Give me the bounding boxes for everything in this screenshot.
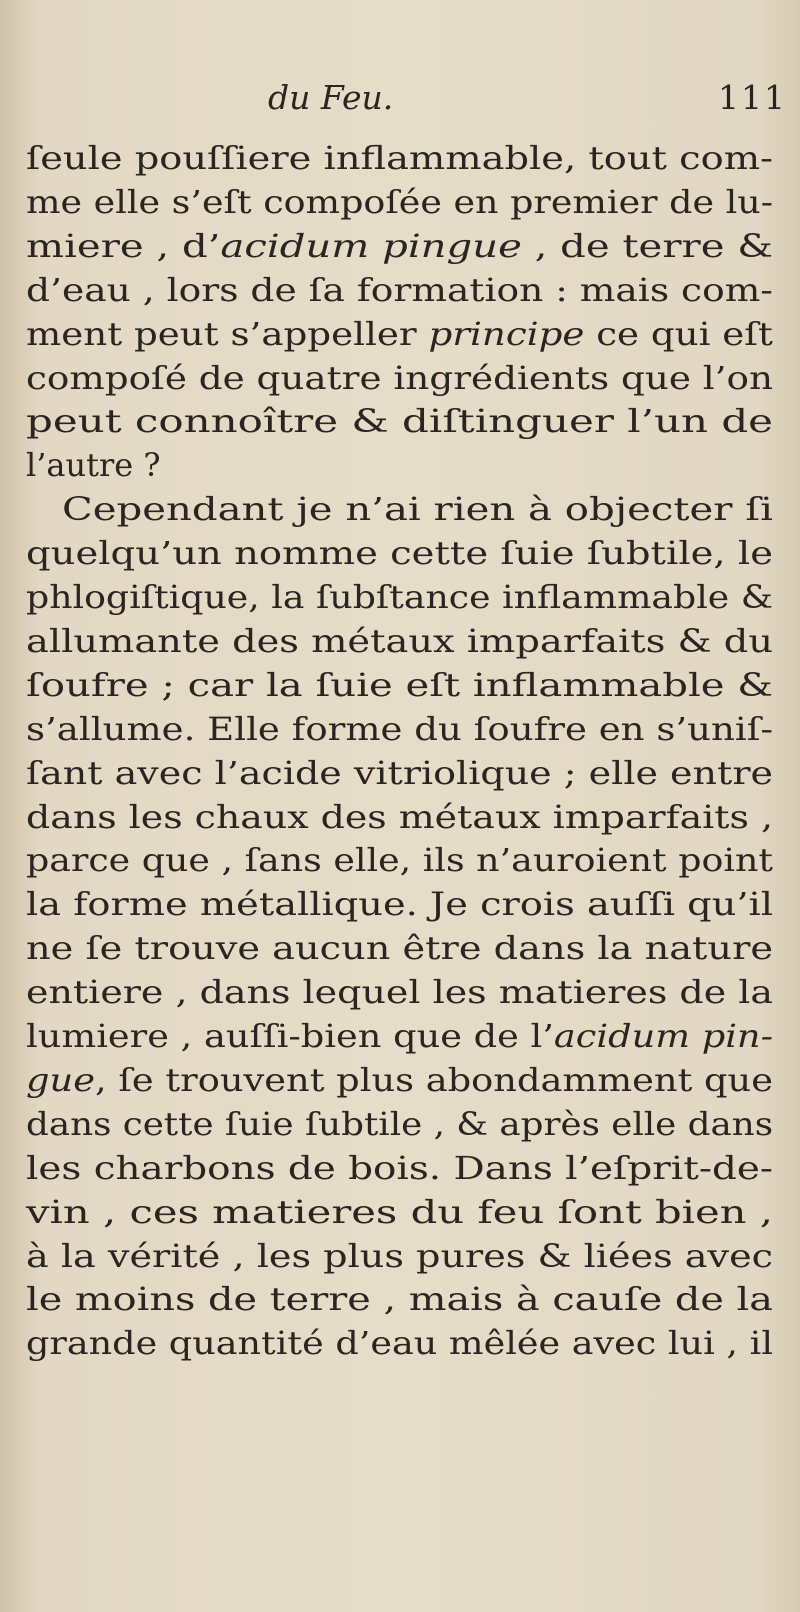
text-line-svg <box>0 750 800 795</box>
text-line-svg <box>0 837 800 882</box>
text-line <box>0 574 800 619</box>
text-segment: entiere , dans lequel les matieres de la <box>26 973 773 1012</box>
text-line-content <box>26 666 773 704</box>
text-line <box>0 486 800 531</box>
text-segment: d’eau , lors de ſa formation : mais com- <box>26 270 773 309</box>
text-line-svg <box>0 530 800 575</box>
text-line <box>0 750 800 795</box>
text-line <box>0 530 800 575</box>
text-line <box>0 1013 800 1058</box>
text-line-svg <box>0 1233 800 1278</box>
text-segment: ne ſe trouve aucun être dans la nature <box>26 929 773 968</box>
text-segment: lumiere , auſſi-bien que de l’ <box>26 1017 487 1055</box>
text-segment: me elle s’eſt compoſée en premier de lu- <box>26 182 773 221</box>
page-number: 111 <box>718 78 787 117</box>
text-segment: ment peut s’appeller <box>26 314 373 353</box>
text-line-content <box>26 271 773 309</box>
text-line-svg <box>0 355 800 400</box>
text-segment: compoſé de quatre ingrédients que l’on <box>26 358 773 397</box>
text-segment: quelqu’un nomme cette ſuie ſubtile, le <box>26 534 773 573</box>
text-line-svg <box>0 1276 800 1321</box>
text-line <box>0 1101 800 1146</box>
text-line-content <box>26 534 773 572</box>
text-line-svg <box>0 442 800 487</box>
text-line-svg <box>0 881 800 926</box>
text-line-content <box>26 1324 773 1362</box>
text-line-content <box>26 139 773 177</box>
text-line-svg <box>0 706 800 751</box>
text-segment: Cependant je n’ai rien à objecter ſi <box>62 490 773 529</box>
text-line <box>0 837 800 882</box>
text-line <box>0 267 800 312</box>
text-line <box>0 662 800 707</box>
text-line-content <box>26 227 773 265</box>
text-line-content <box>26 1237 773 1275</box>
text-segment: dans les chaux des métaux imparfaits , <box>26 797 773 836</box>
text-line <box>0 135 800 180</box>
text-line-svg <box>0 1320 800 1365</box>
text-line <box>0 1057 800 1102</box>
text-line <box>0 355 800 400</box>
text-line-svg <box>0 1013 800 1058</box>
text-line <box>0 1276 800 1321</box>
text-line-content <box>26 622 773 660</box>
text-segment: ſeule pouſſiere inflammable, tout com- <box>26 139 773 177</box>
text-line-content <box>26 578 773 616</box>
text-line-svg <box>0 1189 800 1234</box>
text-line-content <box>26 359 773 397</box>
text-segment: phlogiſtique, la ſubſtance inflammable & <box>26 578 773 616</box>
text-segment: , de terre & <box>521 226 722 265</box>
text-line-svg <box>0 1145 800 1190</box>
text-segment: le moins de terre , mais à cauſe de la <box>26 1280 773 1319</box>
text-line <box>0 794 800 839</box>
text-line <box>0 179 800 224</box>
text-segment: la forme métallique. Je crois auſſi qu’il <box>26 885 773 924</box>
text-line-content <box>26 710 773 748</box>
text-line-content <box>26 1017 773 1055</box>
text-line-content <box>26 183 773 221</box>
text-line <box>0 311 800 356</box>
text-line-svg <box>0 398 800 443</box>
text-line <box>0 1320 800 1365</box>
text-line-content <box>26 754 773 792</box>
text-line <box>0 398 800 443</box>
text-segment: , ſe trouvent plus abondamment que <box>94 1060 686 1099</box>
text-line-svg <box>0 311 800 356</box>
running-title: du Feu. <box>268 78 394 117</box>
text-line-svg <box>0 223 800 268</box>
text-line <box>0 223 800 268</box>
text-line <box>0 1145 800 1190</box>
text-line-content <box>26 402 773 440</box>
text-segment: allumante des métaux imparfaits & du <box>26 621 773 660</box>
text-line <box>0 881 800 926</box>
text-segment: s’allume. Elle forme du ſoufre en s’uniſ- <box>26 709 773 748</box>
text-segment: à la vérité , les plus pures & liées avec <box>26 1236 773 1275</box>
text-line <box>0 969 800 1014</box>
text-segment: grande quantité d’eau mêlée avec lui , il <box>26 1324 773 1363</box>
text-line-content <box>26 1149 773 1187</box>
text-line-svg <box>0 179 800 224</box>
text-segment: ſant avec l’acide vitriolique ; elle entre <box>26 753 773 792</box>
text-line <box>0 706 800 751</box>
italic-term: gue <box>26 1060 87 1099</box>
text-segment: peut connoître & diſtinguer l’un de <box>26 402 773 441</box>
text-line-content <box>62 490 773 528</box>
text-line-content <box>26 929 773 967</box>
text-line-svg <box>0 662 800 707</box>
text-line-svg <box>0 267 800 312</box>
text-line-svg <box>0 1101 800 1146</box>
text-line <box>0 442 800 487</box>
text-segment: miere , d’ <box>26 226 181 265</box>
text-line-content <box>26 841 773 879</box>
text-line-svg <box>0 618 800 663</box>
text-line-svg <box>0 794 800 839</box>
text-segment: les charbons de bois. Dans l’eſprit-de- <box>26 1148 773 1187</box>
italic-term: acidum pingue <box>220 226 461 265</box>
text-segment: l’autre ? <box>26 446 161 485</box>
text-line-content <box>26 1061 773 1099</box>
text-segment: vin , ces matieres du feu ſont bien , <box>24 1192 773 1231</box>
text-line-svg <box>0 486 800 531</box>
text-line-content <box>26 315 773 353</box>
text-segment: ce qui eſt <box>584 314 747 353</box>
text-segment: ſoufre ; car la ſuie eſt inflammable & <box>26 665 773 704</box>
text-line <box>0 1189 800 1234</box>
italic-term: principe <box>428 314 563 353</box>
text-line <box>0 618 800 663</box>
text-line-svg <box>0 925 800 970</box>
text-line-content <box>26 446 161 484</box>
text-line-content <box>26 1280 773 1318</box>
text-line-content <box>26 973 773 1011</box>
text-line-content <box>26 798 773 836</box>
text-line-svg <box>0 135 800 180</box>
text-segment: parce que , ſans elle, ils n’auroient point <box>26 841 774 880</box>
italic-term: acidum pin- <box>553 1017 745 1055</box>
text-line <box>0 1233 800 1278</box>
text-line-content <box>26 1105 773 1143</box>
text-line-content <box>25 1193 773 1231</box>
text-segment: dans cette ſuie ſubtile , & après elle dans <box>26 1104 773 1143</box>
text-line-content <box>26 885 773 923</box>
text-line-svg <box>0 1057 800 1102</box>
text-line-svg <box>0 969 800 1014</box>
text-line <box>0 925 800 970</box>
text-line-svg <box>0 574 800 619</box>
